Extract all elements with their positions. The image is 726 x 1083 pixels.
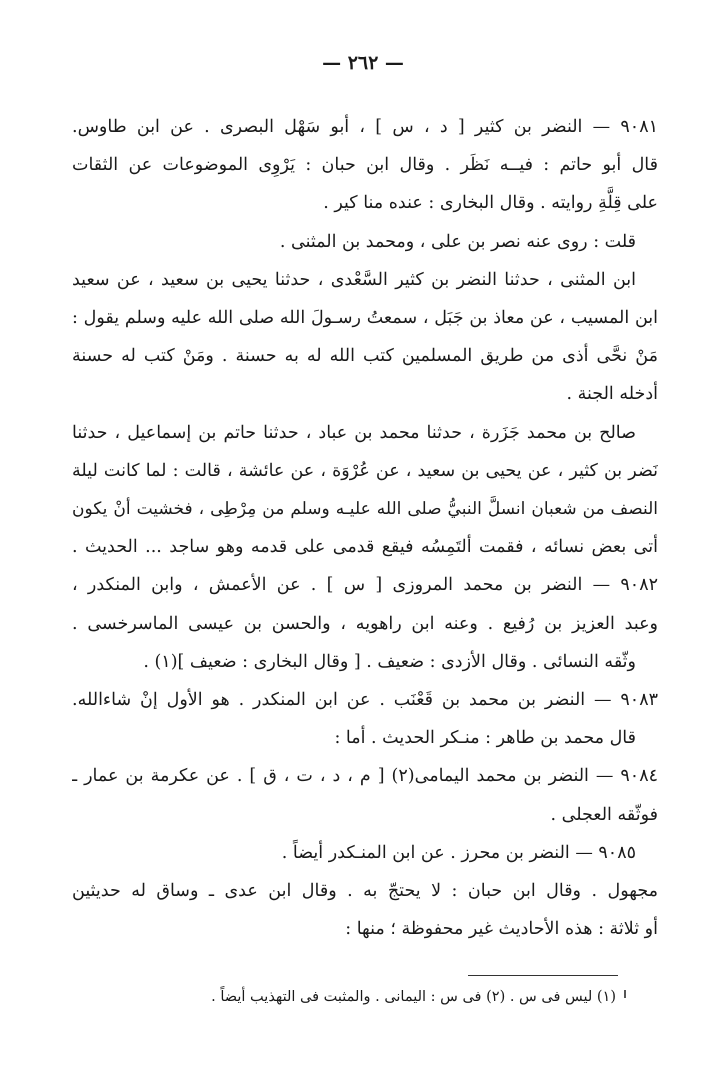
- text-line: قال أبو حاتم : فيــه نَظَر . وقال ابن حبان : يَرْوِى الموضوعات عن الثقات: [72, 155, 658, 176]
- text-line: صالح بن محمد جَزَرة ، حدثنا محمد بن عباد ، حدثنا حاتم بن إسماعيل ، حدثنا: [72, 422, 636, 443]
- entry-9085-line: ٩٠٨٥ — النضر بن محرز . عن ابن المنـكدر أيضاً .: [281, 842, 636, 863]
- text-line: مَنْ نحَّى أذى من طريق المسلمين كتب الله له به حسنة . ومَنْ كتب له حسنة: [72, 346, 658, 367]
- entry-9084-line: ٩٠٨٤ — النضر بن محمد اليمامى(٢) [ م ، د ، ت ، ق ] . عن عكرمة بن عمار ـ: [72, 766, 658, 787]
- body-text: [72, 108, 658, 948]
- text-line: مجهول . وقال ابن حبان : لا يحتجّ به . وقال ابن عدى ـ وساق له حديثين: [72, 881, 658, 902]
- text-line: قال محمد بن طاهر : منـكر الحديث . أما :: [334, 728, 636, 749]
- footnote: (١) ليس فى س . (٢) فى س : اليمانى . والمثبت فى التهذيب أيضاً .: [211, 989, 616, 1005]
- text-line: ابن المسيب ، عن معاذ بن جَبَل ، سمعتُ رسـولَ الله صلى الله عليه وسلم يقول :: [72, 308, 658, 329]
- entry-9083-line: ٩٠٨٣ — النضر بن محمد بن قَعْنَب . عن ابن المنكدر . هو الأول إنْ شاءالله.: [72, 690, 658, 711]
- text-line: فوثّقه العجلى .: [550, 804, 658, 825]
- text-line: قلت : روى عنه نصر بن على ، ومحمد بن المثنى .: [279, 231, 636, 252]
- text-line: أدخله الجنة .: [566, 384, 658, 405]
- text-line: أتى بعض نسائه ، فقمت ألتَمِسُه فيقع قدمى على قدمه وهو ساجد ... الحديث .: [72, 537, 658, 558]
- page-number: — ٢٦٢ —: [322, 52, 404, 74]
- entry-9082-line: ٩٠٨٢ — النضر بن محمد المروزى [ س ] . عن الأعمش ، وابن المنكدر ،: [72, 575, 658, 596]
- footnote-divider: [468, 975, 618, 976]
- text-line: وثّقه النسائى . وقال الأزدى : ضعيف . [ وقال البخارى : ضعيف ](١) .: [143, 651, 636, 672]
- entry-9081-line: ٩٠٨١ — النضر بن كثير [ د ، س ] ، أبو سَهْل البصرى . عن ابن طاوس.: [72, 117, 658, 137]
- margin-mark: [624, 990, 626, 998]
- text-line: على قِلَّةِ روايته . وقال البخارى : عنده منا كير .: [323, 193, 658, 214]
- text-line: نَضر بن كثير ، عن يحيى بن سعيد ، عن عُرْوَة ، عن عائشة ، قالت : لما كانت ليلة: [72, 460, 658, 481]
- text-line: أو ثلاثة : هذه الأحاديث غير محفوظة ؛ منها :: [345, 919, 658, 940]
- text-line: النصف من شعبان انسلَّ النبيُّ صلى الله عليـه وسلم من مِرْطِى ، فخشيت أنْ يكون: [72, 499, 658, 520]
- text-line: ابن المثنى ، حدثنا النضر بن كثير السَّعْدى ، حدثنا يحيى بن سعيد ، عن سعيد: [72, 269, 636, 290]
- text-line: وعبد العزيز بن رُفيع . وعنه ابن راهويه ، والحسن بن عيسى الماسرخسى .: [72, 613, 658, 634]
